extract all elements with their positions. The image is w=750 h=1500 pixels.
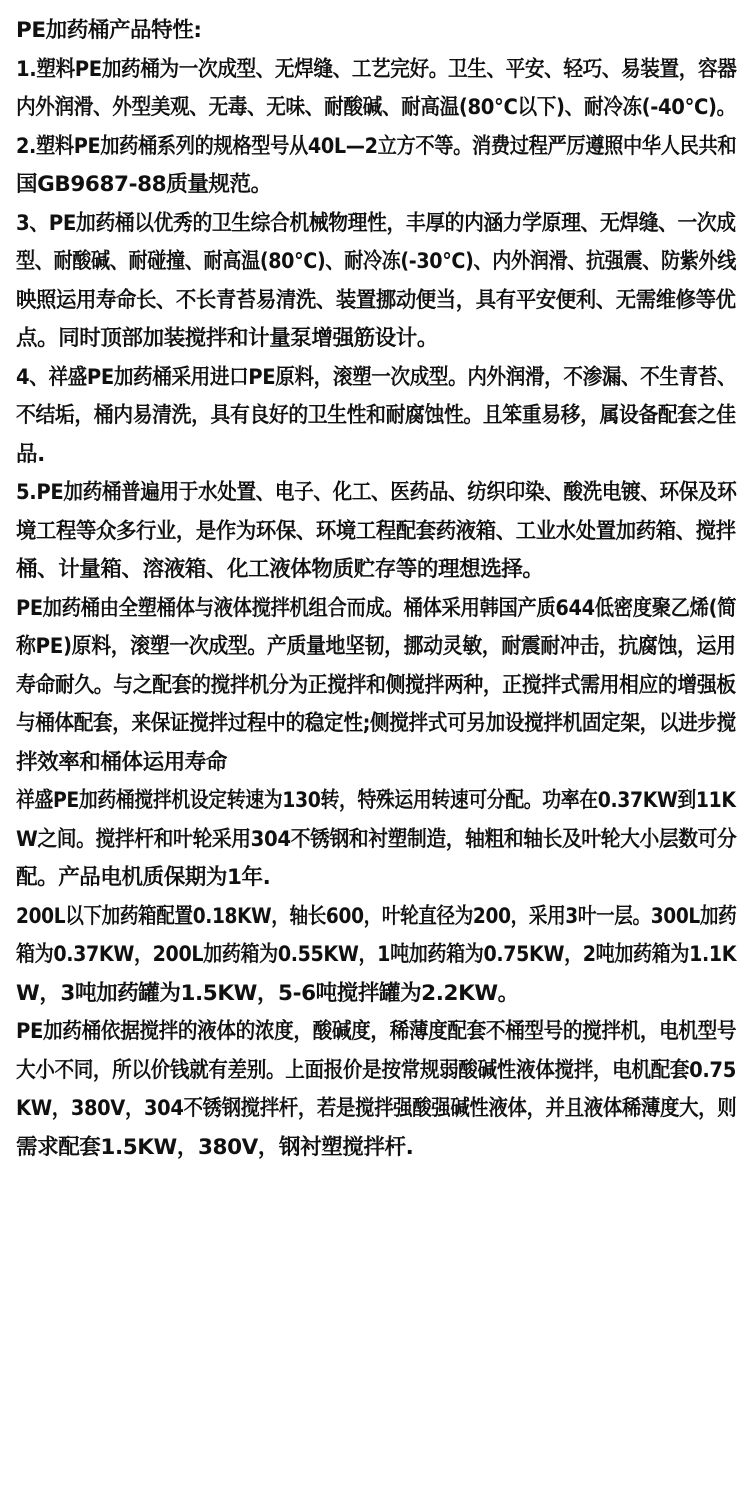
section-heading: PE加药桶产品特性: [16, 18, 202, 43]
text-line: 境工程等众多行业，是作为环保、环境工程配套药液箱、工业水处置加药箱、搅拌 [16, 518, 736, 544]
text-line: 3、PE加药桶以优秀的卫生综合机械物理性，丰厚的内涵力学原理、无焊缝、一次成 [16, 210, 736, 236]
text-line: 配。产品电机质保期为1年. [16, 865, 271, 890]
text-line: PE加药桶依据搅拌的液体的浓度，酸碱度，稀薄度配套不桶型号的搅拌机，电机型号 [16, 1019, 737, 1044]
text-line: 1.塑料PE加药桶为一次成型、无焊缝、工艺完好。卫生、平安、轻巧、易装置，容器 [16, 56, 737, 82]
text-line: 寿命耐久。与之配套的搅拌机分为正搅拌和侧搅拌两种，正搅拌式需用相应的增强板 [16, 672, 736, 698]
text-line: 大小不同，所以价钱就有差别。上面报价是按常规弱酸碱性液体搅拌，电机配套0.75 [16, 1057, 736, 1083]
text-line: 4、祥盛PE加药桶采用进口PE原料，滚塑一次成型。内外润滑，不渗漏、不生青苔、 [16, 364, 737, 390]
text-line: 箱为0.37KW，200L加药箱为0.55KW，1吨加药箱为0.75KW，2吨加药箱为1.1K [16, 942, 737, 967]
text-line: 品. [16, 441, 45, 467]
text-line: 桶、计量箱、溶液箱、化工液体物质贮存等的理想选择。 [16, 557, 544, 582]
text-line: W，3吨加药罐为1.5KW，5-6吨搅拌罐为2.2KW。 [16, 980, 519, 1006]
text-line: 2.塑料PE加药桶系列的规格型号从40L—2立方不等。消费过程严厉遵照中华人民共和 [16, 133, 737, 159]
text-line: 内外润滑、外型美观、无毒、无味、耐酸碱、耐高温(80°C以下)、耐冷冻(-40°C)。 [16, 95, 736, 120]
text-line: 5.PE加药桶普遍用于水处置、电子、化工、医药品、纺织印染、酸洗电镀、环保及环 [16, 480, 737, 505]
text-line: 称PE)原料，滚塑一次成型。产质量地坚韧，挪动灵敏，耐震耐冲击，抗腐蚀，运用 [16, 634, 736, 659]
text-line: PE加药桶由全塑桶体与液体搅拌机组合而成。桶体采用韩国产质644低密度聚乙烯(简 [16, 595, 737, 621]
text-line: 需求配套1.5KW，380V，钢衬塑搅拌杆. [16, 1134, 414, 1160]
text-line: 不结垢，桶内易清洗，具有良好的卫生性和耐腐蚀性。且笨重易移，属设备配套之佳 [16, 403, 736, 428]
text-line: 映照运用寿命长、不长青苔易清洗、装置挪动便当，具有平安便利、无需维修等优 [16, 287, 736, 313]
text-line: W之间。搅拌杆和叶轮采用304不锈钢和衬塑制造，轴粗和轴长及叶轮大小层数可分 [16, 826, 737, 852]
text-line: 祥盛PE加药桶搅拌机设定转速为130转，特殊运用转速可分配。功率在0.37KW到11K [16, 788, 736, 813]
text-line: 国GB9687-88质量规范。 [16, 172, 272, 197]
text-line: 点。同时顶部加装搅拌和计量泵增强筋设计。 [16, 326, 439, 351]
text-line: 200L以下加药箱配置0.18KW，轴长600，叶轮直径为200，采用3叶一层。300L加药 [16, 903, 737, 929]
text-line: KW，380V，304不锈钢搅拌杆，若是搅拌强酸强碱性液体，并且液体稀薄度大，则 [16, 1096, 737, 1121]
text-line: 型、耐酸碱、耐碰撞、耐高温(80°C)、耐冷冻(-30°C)、内外润滑、抗强震、防紫外线 [16, 249, 737, 274]
text-line: 与桶体配套，来保证搅拌过程中的稳定性;侧搅拌式可另加设搅拌机固定架，以进步搅 [16, 711, 736, 736]
text-line: 拌效率和桶体运用寿命 [16, 749, 228, 775]
